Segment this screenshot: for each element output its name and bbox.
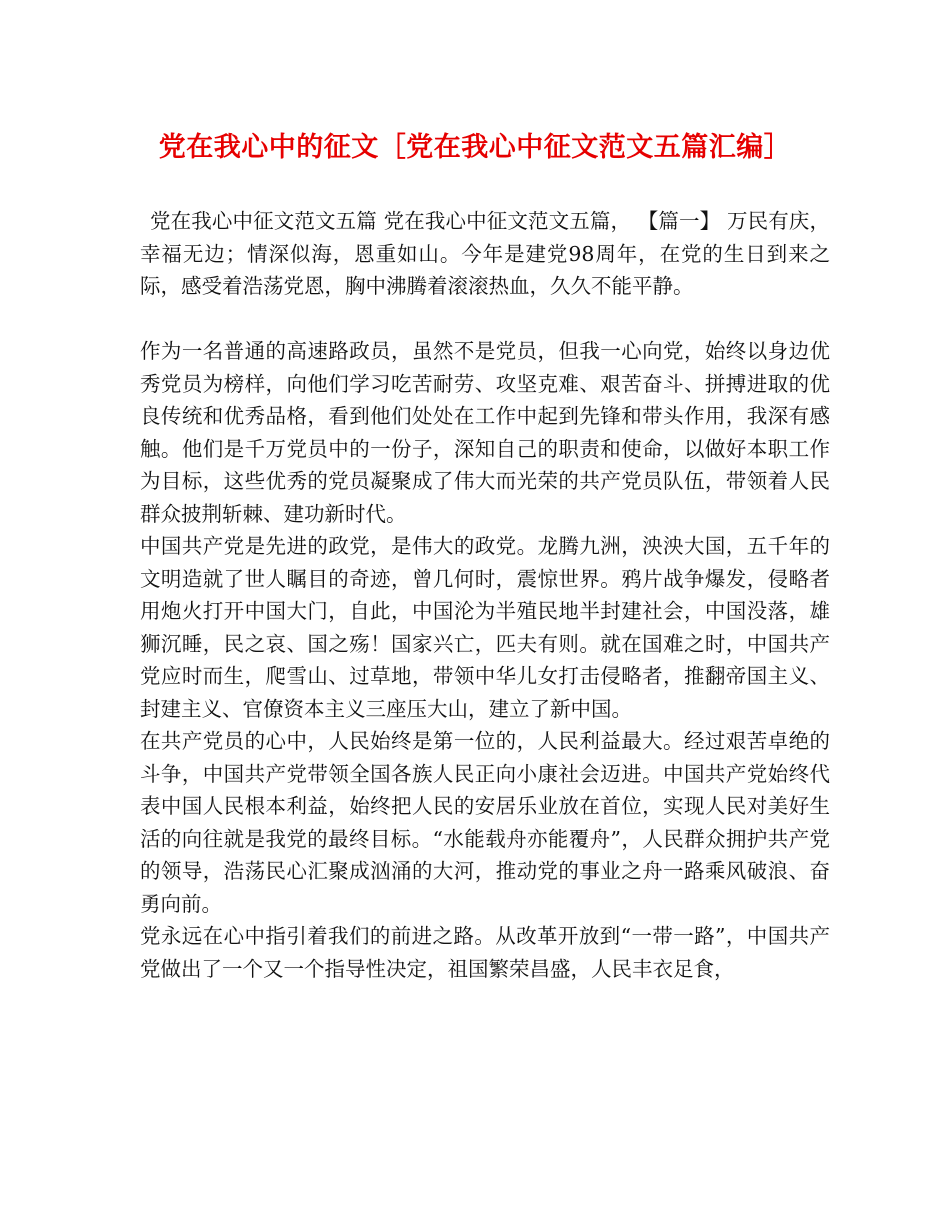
paragraph-people-first: 在共产党员的心中，人民始终是第一位的，人民利益最大。经过艰苦卓绝的斗争，中国共产党带领全国各族人民正向小康社会迈进。中国共产党始终代表中国人民根本利益，始终把人民的安居乐业放在首位，实现人民对美好生活的向往就是我党的最终目标。“水能载舟亦能覆舟”，人民群众拥护共产党的领导，浩荡民心汇聚成汹涌的大河，推动党的事业之舟一路乘风破浪、奋勇向前。 (140, 729, 830, 916)
paragraph-party-history: 中国共产党是先进的政党，是伟大的政党。龙腾九洲，泱泱大国，五千年的文明造就了世人瞩目的奇迹，曾几何时，震惊世界。鸦片战争爆发，侵略者用炮火打开中国大门，自此，中国沦为半殖民地半封建社会，中国没落，雄狮沉睡，民之哀、国之殇！国家兴亡，匹夫有则。就在国难之时，中国共产党应时而生，爬雪山、过草地，带领中华儿女打击侵略者，推翻帝国主义、封建主义、官僚资本主义三座压大山，建立了新中国。 (140, 534, 830, 721)
document-body (140, 205, 830, 985)
paragraph-road-officer: 作为一名普通的高速路政员，虽然不是党员，但我一心向党，始终以身边优秀党员为榜样，向他们学习吃苦耐劳、攻坚克难、艰苦奋斗、拼搏进取的优良传统和优秀品格，看到他们处处在工作中起到先锋和带头作用，我深有感触。他们是千万党员中的一份子，深知自己的职责和使命，以做好本职工作为目标，这些优秀的党员凝聚成了伟大而光荣的共产党员队伍，带领着人民群众披荆斩棘、建功新时代。 (140, 339, 830, 526)
paragraph-intro: 党在我心中征文范文五篇 党在我心中征文范文五篇， 【篇一】 万民有庆，幸福无边；情深似海，恩重如山。今年是建党98周年，在党的生日到来之际，感受着浩荡党恩，胸中沸腾着滚滚热血，久久不能平静。 (140, 209, 830, 298)
paragraph-guiding-path: 党永远在心中指引着我们的前进之路。从改革开放到“一带一路”，中国共产党做出了一个又一个指导性决定，祖国繁荣昌盛，人民丰衣足食， (140, 924, 830, 981)
paragraph-gap (140, 303, 830, 336)
document-title: 党在我心中的征文［党在我心中征文范文五篇汇编］ (158, 132, 792, 163)
